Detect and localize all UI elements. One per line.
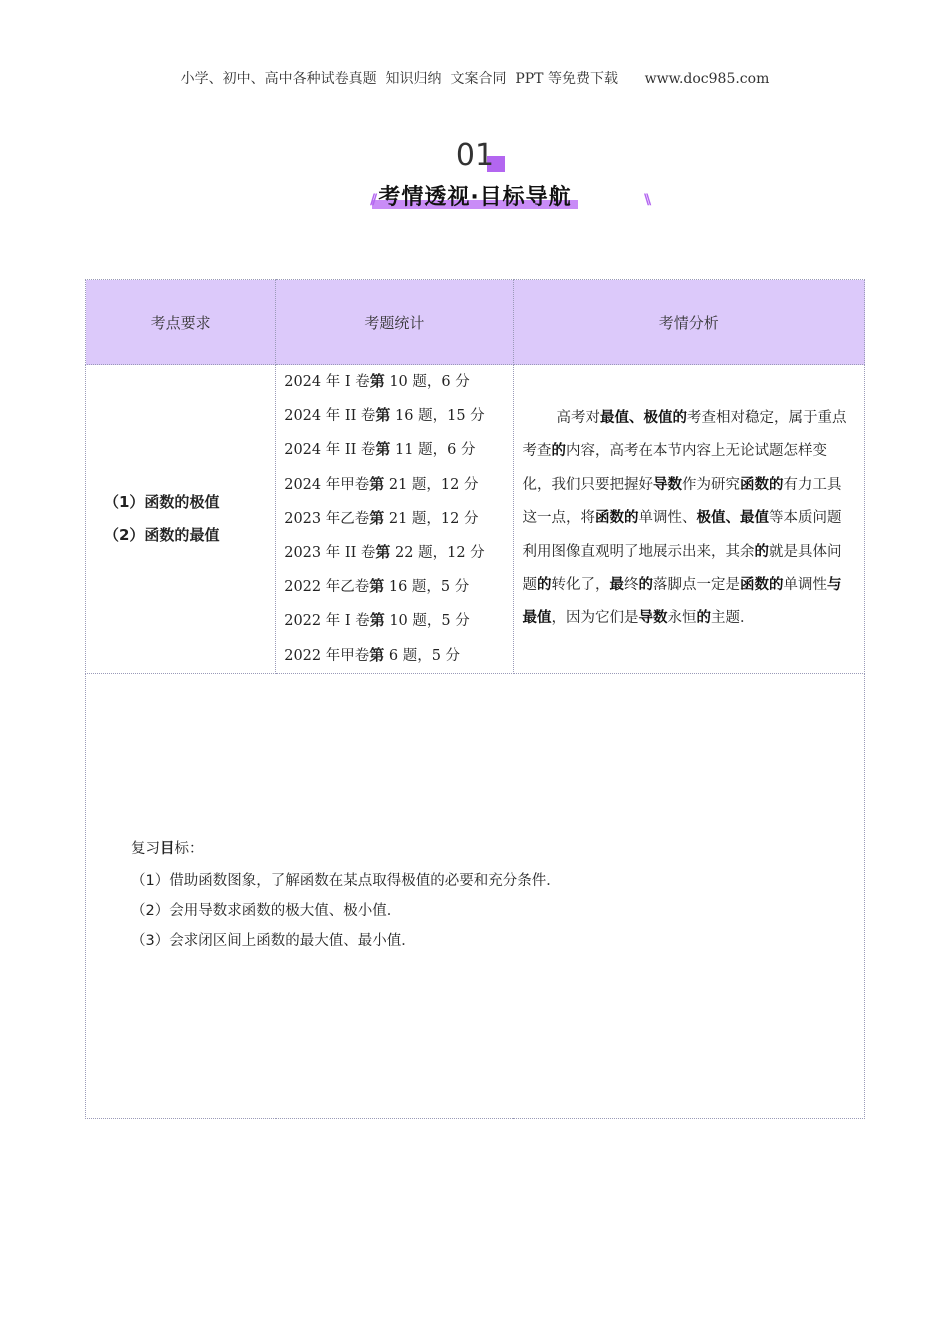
analysis-segment: 单调性: [783, 577, 828, 594]
analysis-segment: 主题．: [711, 610, 755, 627]
table-row: [86, 365, 865, 674]
analysis-segment: 作为研究: [682, 476, 741, 493]
goal-item: （1）借助函数图象，了解函数在某点取得极值的必要和充分条件．: [131, 872, 561, 889]
analysis-segment: 考查相对稳定，属于重点考查: [522, 409, 847, 460]
stat-item: 2022 年乙卷第 16 题，5 分: [284, 577, 470, 596]
stat-item: 2024 年甲卷第 21 题，12 分: [284, 474, 479, 493]
stat-item: 2024 年 II 卷第 16 题，15 分: [284, 406, 485, 425]
requirement-item: （2）函数的最值: [104, 525, 220, 544]
header-statistics: 考题统计: [276, 280, 513, 365]
analysis-bold-segment: 函数的: [740, 476, 784, 493]
table-header-row: [86, 280, 865, 365]
analysis-bold-segment: 的: [638, 577, 654, 594]
decor-slash-left: //: [370, 192, 375, 208]
analysis-bold-segment: 函数的: [595, 510, 639, 527]
requirement-item: （1）函数的极值: [104, 492, 220, 511]
analysis-segment: 有力工具这一点，将: [522, 476, 842, 527]
section-title-wrap: [0, 180, 950, 211]
analysis-cell: [513, 365, 864, 674]
analysis-segment: 永恒: [667, 610, 697, 627]
analysis-segment: 转化了，: [551, 577, 610, 594]
analysis-bold-segment: 导数: [638, 610, 668, 627]
analysis-bold-segment: 的: [754, 543, 770, 560]
goal-item: （2）会用导数求函数的极大值、极小值．: [131, 902, 402, 919]
analysis-segment: 单调性、: [638, 510, 697, 527]
stat-item: 2022 年 I 卷第 10 题，5 分: [284, 611, 470, 630]
statistics-cell: [276, 365, 513, 674]
analysis-bold-segment: 最值、极值的: [600, 409, 688, 426]
header-requirements: 考点要求: [86, 280, 276, 365]
table-row: [86, 673, 865, 1118]
goals-title: 复习目标：: [131, 840, 204, 857]
exam-analysis-table: [85, 279, 865, 1119]
review-goals: [131, 834, 561, 956]
decor-slash-right: \\: [644, 192, 649, 208]
stat-item: 2024 年 I 卷第 10 题，6 分: [284, 372, 470, 390]
analysis-segment: 终: [624, 577, 639, 594]
analysis-segment: 就是具体问题: [522, 543, 842, 594]
section-number: 01: [455, 138, 495, 173]
analysis-bold-segment: 的: [551, 443, 567, 460]
analysis-segment: 内容，高考在本节内容上无论试题怎样变化，我们只要把握好: [522, 443, 828, 493]
page-header: 小学、初中、高中各种试卷真题 知识归纳 文案合同 PPT 等免费下载 www.doc985.com: [180, 71, 770, 87]
goal-item: （3）会求闭区间上函数的最大值、最小值．: [131, 932, 416, 949]
analysis-segment: 落脚点一定是: [653, 577, 741, 594]
analysis-segment: 等本质问题利用图像直观明了地展示出来，其余: [522, 510, 842, 560]
analysis-bold-segment: 最: [609, 577, 625, 594]
stat-item: 2023 年 II 卷第 22 题，12 分: [284, 543, 485, 562]
analysis-bold-segment: 函数的: [740, 577, 784, 594]
analysis-bold-segment: 导数: [653, 476, 683, 493]
requirements-cell: [86, 365, 276, 674]
section-title: 考情透视·目标导航: [372, 180, 577, 211]
analysis-paragraph: [523, 402, 854, 636]
header-analysis: 考情分析: [513, 280, 864, 365]
goals-cell: [86, 673, 865, 1118]
stat-item: 2022 年甲卷第 6 题，5 分: [284, 645, 461, 664]
stat-item: 2023 年乙卷第 21 题，12 分: [284, 508, 479, 527]
analysis-bold-segment: 与最值: [522, 577, 842, 627]
stat-item: 2024 年 II 卷第 11 题，6 分: [284, 440, 476, 459]
analysis-bold-segment: 的: [696, 610, 712, 627]
analysis-segment: ，因为它们是: [551, 610, 639, 627]
analysis-bold-segment: 的: [537, 577, 552, 594]
analysis-segment: 高考对: [556, 409, 601, 426]
analysis-bold-segment: 极值、最值: [696, 510, 770, 527]
